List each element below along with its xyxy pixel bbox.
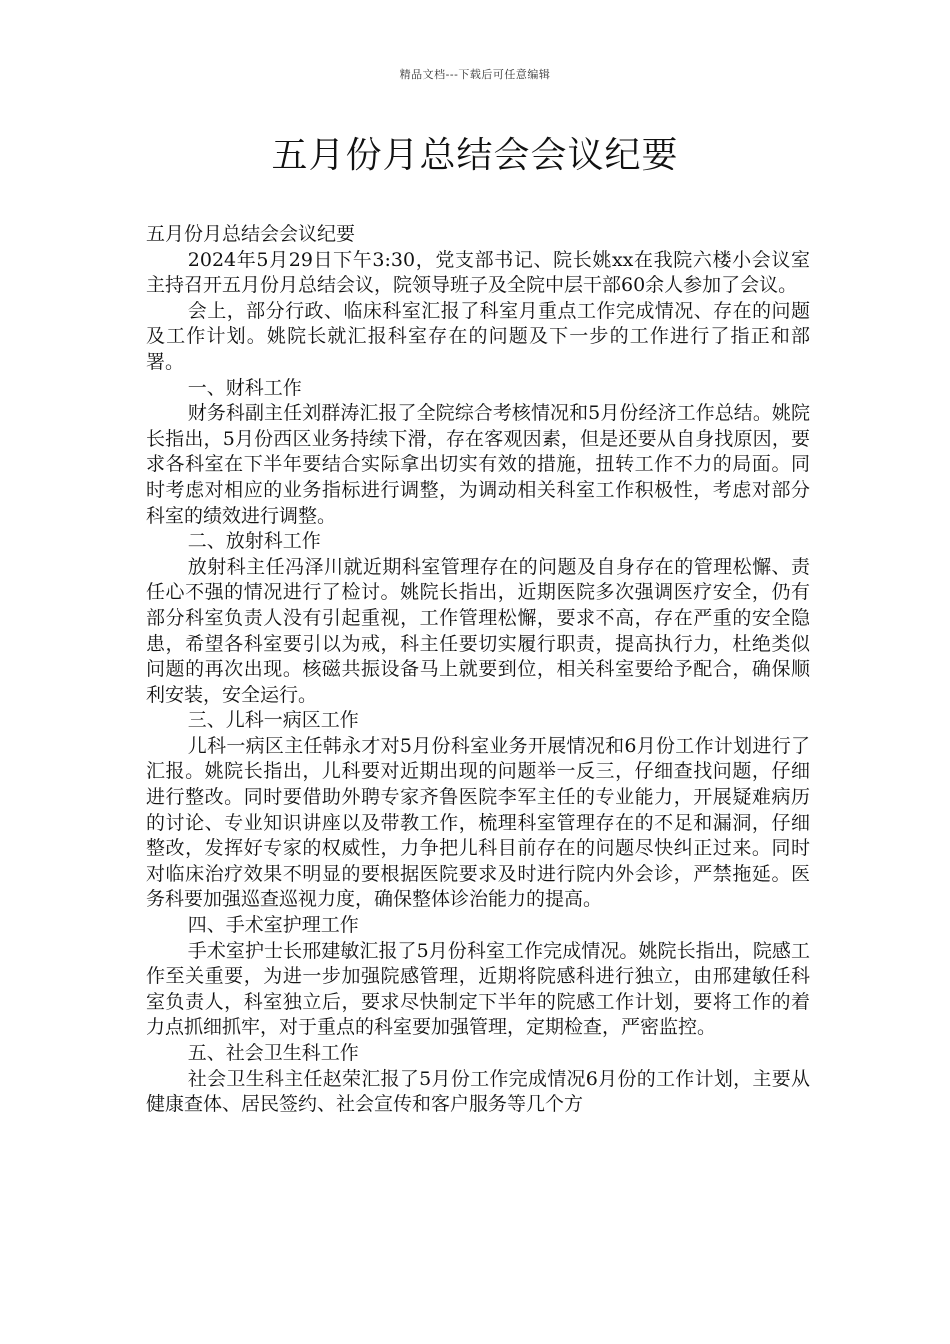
intro-paragraph-1: 2024年5月29日下午3:30，党支部书记、院长姚xx在我院六楼小会议室主持召开五月份月总结会议，院领导班子及全院中层干部60余人参加了会议。	[146, 248, 810, 297]
intro-paragraph-2: 会上，部分行政、临床科室汇报了科室月重点工作完成情况、存在的问题及工作计划。姚院长就汇报科室存在的问题及下一步的工作进行了指正和部署。	[146, 299, 810, 373]
section-heading-social-health: 五、社会卫生科工作	[187, 1042, 359, 1064]
section-text-social-health: 社会卫生科主任赵荣汇报了5月份工作完成情况6月份的工作计划，主要从健康查体、居民签约、社会宣传和客户服务等几个方	[146, 1067, 810, 1116]
header-note: 精品文档---下载后可任意编辑	[399, 68, 551, 81]
section-heading-finance: 一、财科工作	[187, 376, 302, 399]
section-text-radiology: 放射科主任冯泽川就近期科室管理存在的问题及自身存在的管理松懈、责任心不强的情况进行了检讨。姚院长指出，近期医院多次强调医疗安全，仍有部分科室负责人没有引起重视，工作管理松懈，要求不高，存在严重的安全隐患，希望各科室要引以为戒，科主任要切实履行职责，提高执行力，杜绝类似问题的再次出现。核磁共振设备马上就要到位，相关科室要给予配合，确保顺利安装，安全运行。	[146, 555, 810, 706]
document-body	[146, 222, 810, 1118]
section-text-finance: 财务科副主任刘群涛汇报了全院综合考核情况和5月份经济工作总结。姚院长指出，5月份西区业务持续下滑，存在客观因素，但是还要从自身找原因，要求各科室在下半年要结合实际拿出切实有效的措施，扭转工作不力的局面。同时考虑对相应的业务指标进行调整，为调动相关科室工作积极性，考虑对部分科室的绩效进行调整。	[146, 402, 810, 527]
section-text-operating-room: 手术室护士长邢建敏汇报了5月份科室工作完成情况。姚院长指出，院感工作至关重要，为进一步加强院感管理，近期将院感科进行独立，由邢建敏任科室负责人，科室独立后，要求尽快制定下半年的院感工作计划，要将工作的着力点抓细抓牢，对于重点的科室要加强管理，定期检查，严密监控。	[146, 939, 810, 1039]
section-heading-radiology: 二、放射科工作	[187, 530, 321, 553]
document-subtitle: 五月份月总结会会议纪要	[146, 223, 356, 245]
section-text-pediatrics: 儿科一病区主任韩永才对5月份科室业务开展情况和6月份工作计划进行了汇报。姚院长指出，儿科要对近期出现的问题举一反三，仔细查找问题，仔细进行整改。同时要借助外聘专家齐鲁医院李军主任的专业能力，开展疑难病历的讨论、专业知识讲座以及带教工作，梳理科室管理存在的不足和漏洞，仔细整改，发挥好专家的权威性，力争把儿科目前存在的问题尽快纠正过来。同时对临床治疗效果不明显的要根据医院要求及时进行院内外会诊，严禁拖延。医务科要加强巡查巡视力度，确保整体诊治能力的提高。	[146, 734, 810, 911]
section-heading-operating-room: 四、手术室护理工作	[187, 914, 359, 937]
section-heading-pediatrics: 三、儿科一病区工作	[187, 709, 359, 732]
document-title: 五月份月总结会会议纪要	[271, 135, 679, 176]
